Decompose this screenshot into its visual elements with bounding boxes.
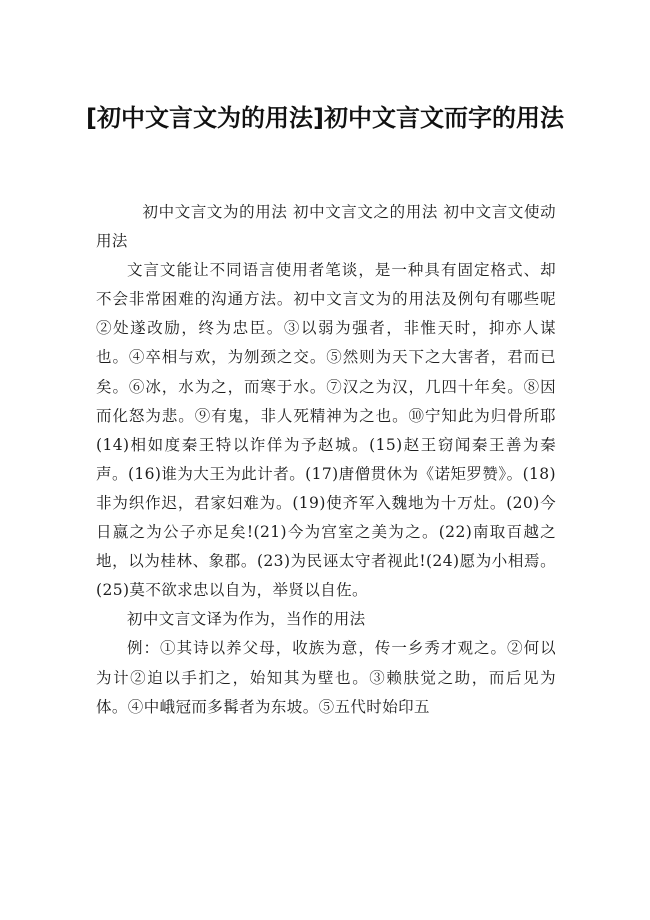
example-paragraph: 例：①其诗以养父母，收族为意，传一乡秀才观之。②何以为计②迫以手扪之，始知其为壁也。③赖肤觉之助，而后见为体。④中峨冠而多髯者为东坡。⑤五代时始印五 [96,639,556,716]
intro-paragraph: 初中文言文为的用法 初中文言文之的用法 初中文言文使动用法 [96,203,556,251]
document-body [96,198,556,722]
section-heading-paragraph: 初中文言文译为作为，当作的用法 [127,610,366,629]
main-paragraph: 文言文能让不同语言使用者笔谈，是一种具有固定格式、却不会非常困难的沟通方法。初中文言文为的用法及例句有哪些呢②处遂改励，终为忠臣。③以弱为强者，非惟天时，抑亦人谋也。④卒相与欢，为刎颈之交。⑤然则为天下之大害者，君而已矣。⑥冰，水为之，而寒于水。⑦汉之为汉，几四十年矣。⑧因而化怒为悲。⑨有鬼，非人死精神为之也。⑩宁知此为归骨所耶(14)相如度秦王特以诈佯为予赵城。(15)赵王窃闻秦王善为秦声。(16)谁为大王为此计者。(17)唐僧贯休为《诺矩罗赞》。(18)非为织作迟，君家妇难为。(19)使齐军入魏地为十万灶。(20)今日嬴之为公子亦足矣!(21)今为宫室之美为之。(22)南取百越之地，以为桂林、象郡。(23)为民诬太守者视此!(24)愿为小相焉。(25)莫不欲求忠以自为，举贤以自佐。 [96,261,556,600]
document-title: [初中文言文为的用法]初中文言文而字的用法 [86,104,564,132]
